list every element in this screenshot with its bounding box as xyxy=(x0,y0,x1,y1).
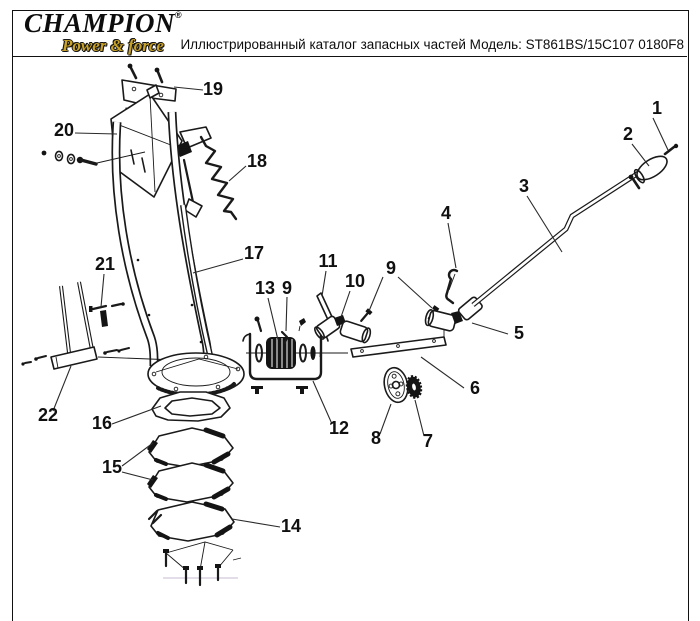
callout-leader-1 xyxy=(653,118,668,150)
callout-11: 11 xyxy=(318,251,338,271)
callout-leader-10 xyxy=(341,291,350,317)
callout-17: 17 xyxy=(243,243,265,263)
callout-3: 3 xyxy=(518,176,530,196)
callout-leader-2 xyxy=(632,144,649,166)
callout-leader-4 xyxy=(448,223,456,268)
callout-8: 8 xyxy=(370,428,382,448)
callout-leader-21 xyxy=(101,274,104,307)
part-16-ring xyxy=(152,392,230,421)
callout-leader-17 xyxy=(193,259,243,273)
registered-mark: ® xyxy=(175,10,182,20)
callout-21: 21 xyxy=(94,254,116,274)
base-plate xyxy=(148,353,244,395)
callout-leader-15 xyxy=(122,472,153,480)
callout-9a: 9 xyxy=(385,258,397,278)
bottom-screw-cluster xyxy=(163,542,241,585)
part-7-gear xyxy=(405,375,422,398)
part-3-crank-rod xyxy=(473,172,640,305)
part-15-rings xyxy=(147,428,233,502)
callout-leader-8 xyxy=(380,404,391,434)
callout-12: 12 xyxy=(328,418,350,438)
callout-leader-16 xyxy=(112,406,161,424)
part-13-worm-gear xyxy=(256,332,316,369)
callout-10: 10 xyxy=(344,271,366,291)
callout-5: 5 xyxy=(513,323,525,343)
callout-leader-11 xyxy=(322,271,326,296)
callout-16: 16 xyxy=(91,413,113,433)
callout-22: 22 xyxy=(37,405,59,425)
callout-leader-13 xyxy=(268,298,278,340)
callout-leader-18 xyxy=(229,166,246,181)
part-21-fasteners xyxy=(89,302,125,327)
callout-2: 2 xyxy=(622,124,634,144)
callout-leader-9a xyxy=(398,277,432,308)
brand-tagline: Power & force xyxy=(62,36,164,55)
part-2-grip xyxy=(629,152,671,188)
callout-20: 20 xyxy=(53,120,75,140)
callout-4: 4 xyxy=(440,203,452,223)
part-14-ring xyxy=(149,502,234,541)
part-4-cotter-pin xyxy=(446,270,457,303)
callout-18: 18 xyxy=(246,151,268,171)
callout-9b: 9 xyxy=(281,278,293,298)
part-18-spring xyxy=(201,137,236,219)
callout-14: 14 xyxy=(280,516,302,536)
callout-1: 1 xyxy=(651,98,663,118)
callout-leader-9a xyxy=(369,277,383,311)
callout-7: 7 xyxy=(422,431,434,451)
callout-leader-5 xyxy=(472,323,508,334)
brand-text: CHAMPION xyxy=(24,8,176,38)
part-20-upper-panel xyxy=(111,85,211,217)
callout-leader-19 xyxy=(174,87,203,90)
callout-leader-20 xyxy=(75,133,117,134)
callout-leader-14 xyxy=(232,519,280,527)
callout-leader-9b xyxy=(286,297,287,331)
part-9-bracket-bolts xyxy=(255,317,307,332)
callout-13: 13 xyxy=(254,278,276,298)
callout-15: 15 xyxy=(101,457,123,477)
callout-6: 6 xyxy=(469,378,481,398)
catalog-title: Иллюстрированный каталог запасных частей Модель: ST861BS/15C107 0180F8 xyxy=(180,37,684,52)
callout-leader-6 xyxy=(421,357,464,388)
callout-leader-15 xyxy=(122,443,153,466)
callout-19: 19 xyxy=(202,79,224,99)
